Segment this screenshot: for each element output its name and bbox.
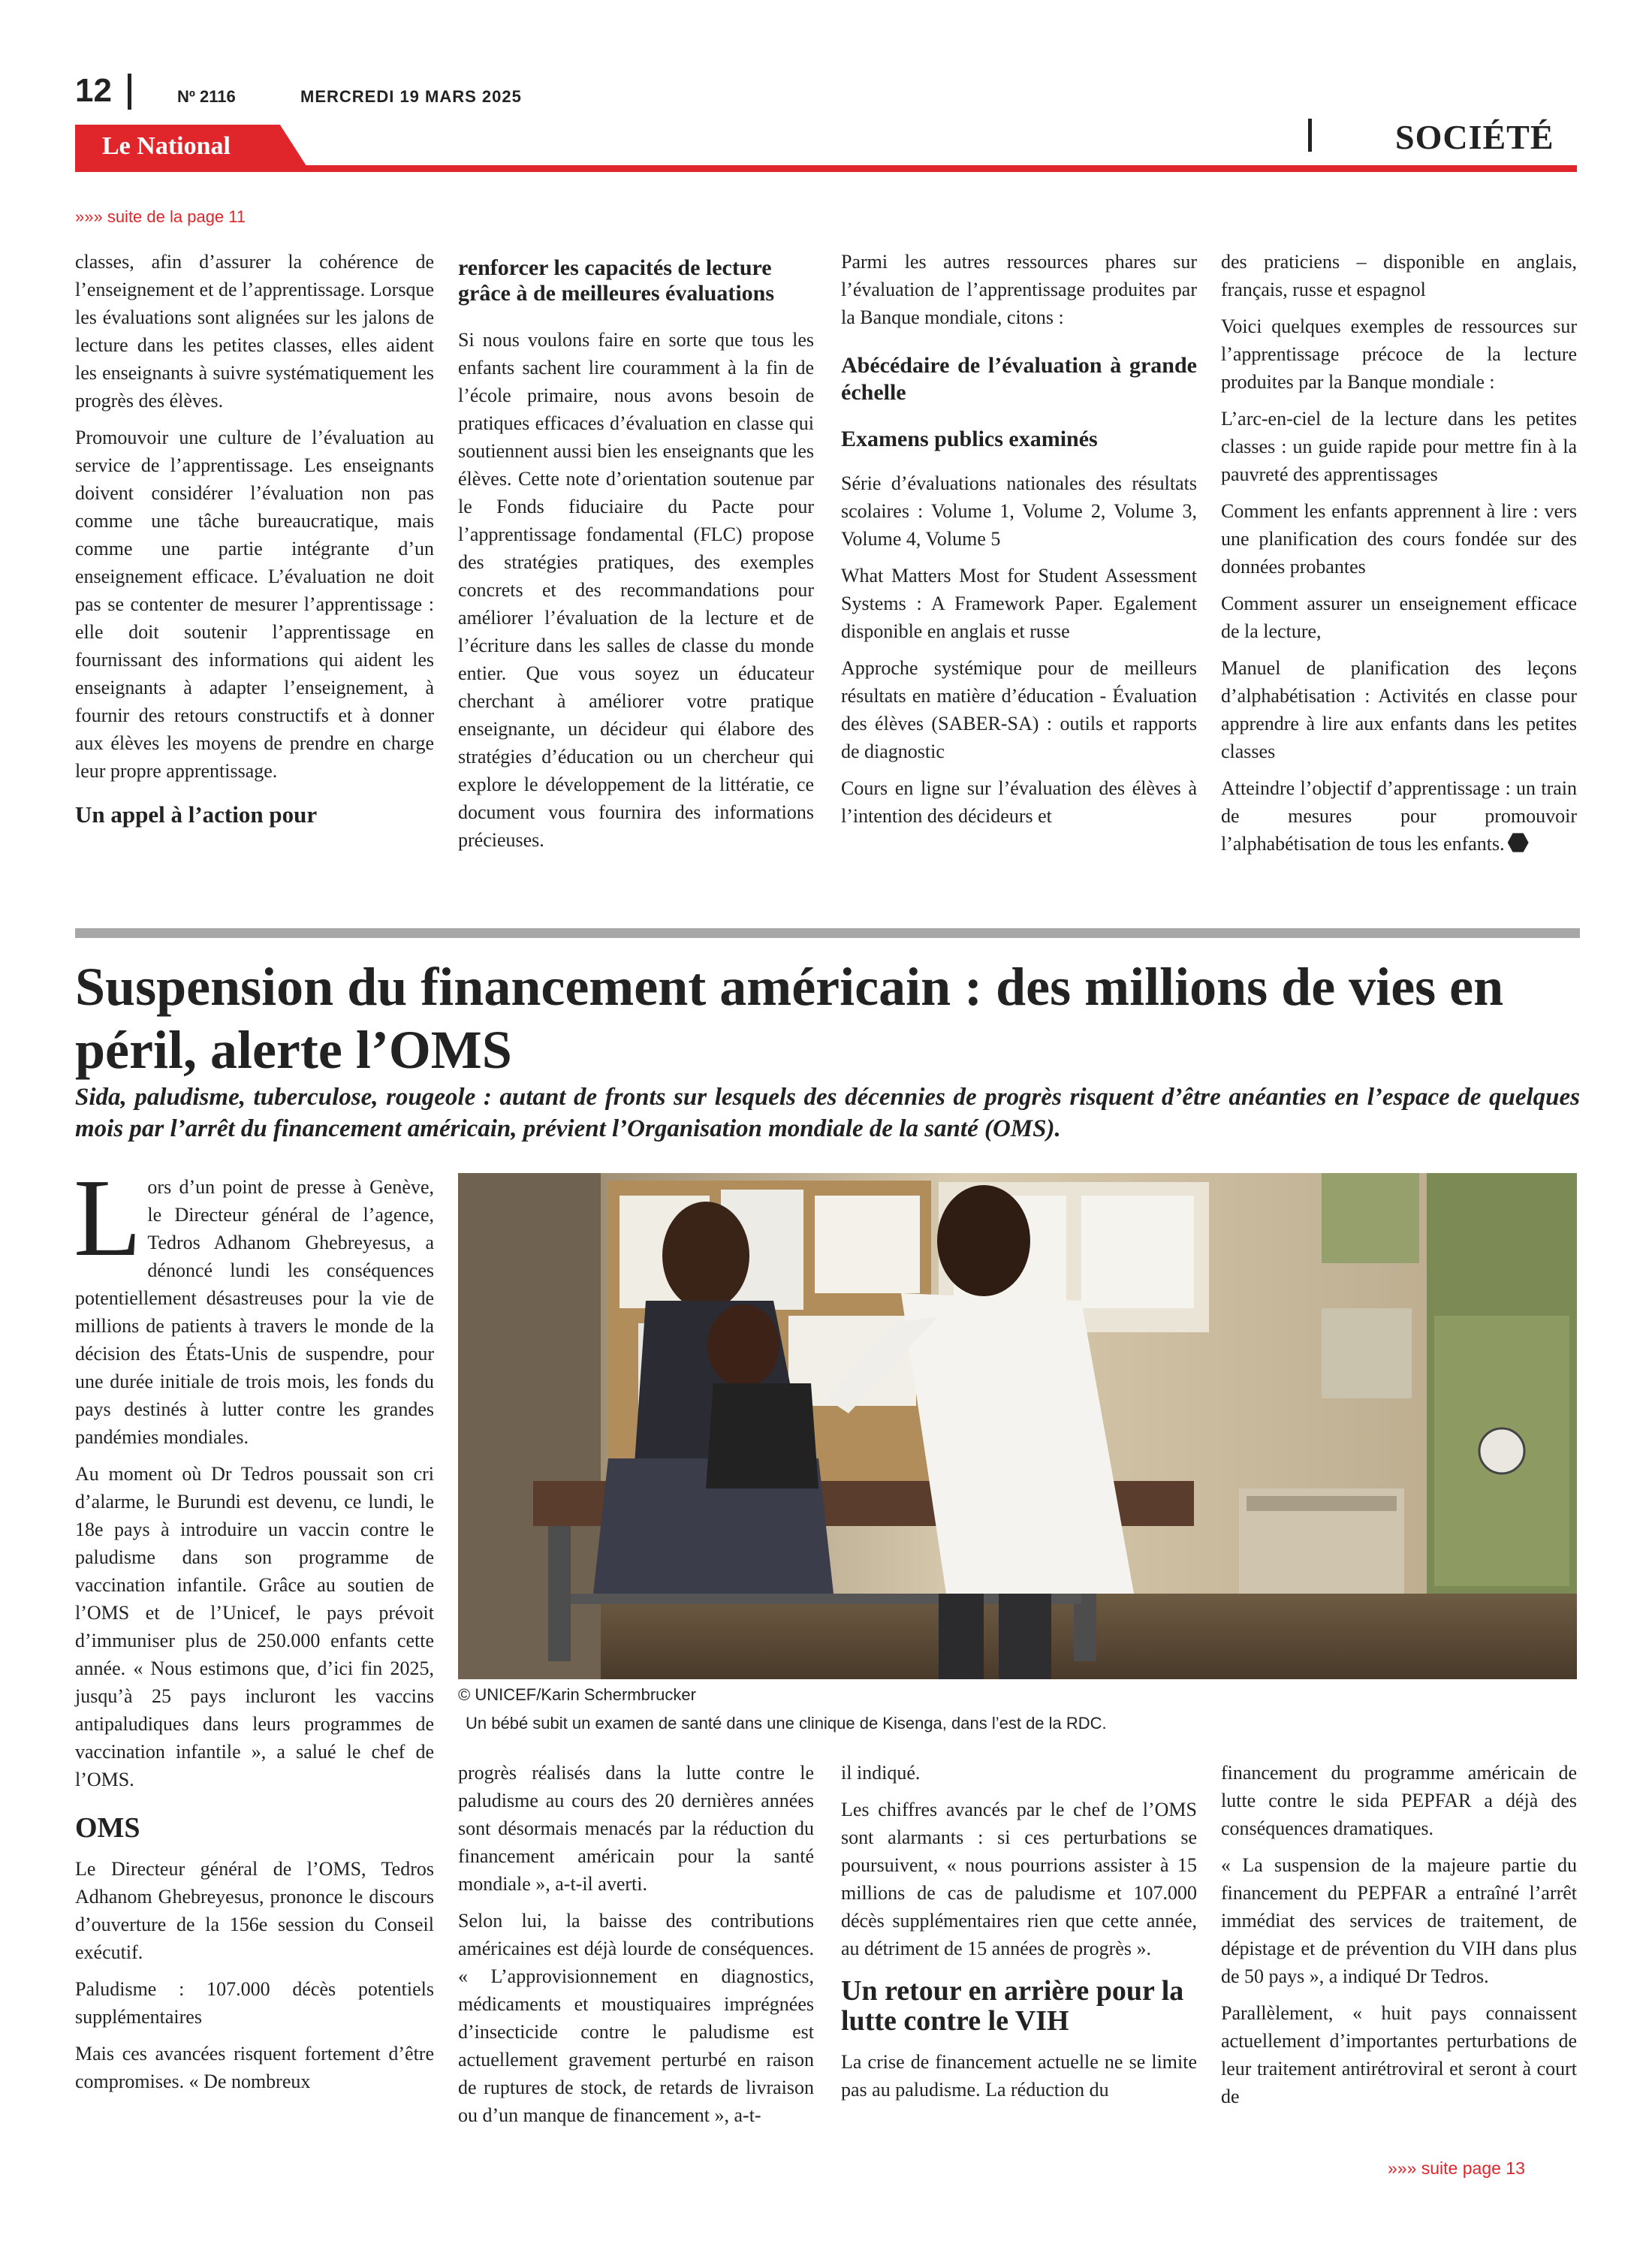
photo-credit: © UNICEF/Karin Schermbrucker — [458, 1685, 696, 1704]
paragraph: Cours en ligne sur l’évaluation des élèves à l’intention des décideurs et — [841, 777, 1197, 827]
top-article-column-1 — [75, 248, 434, 839]
top-article-column-4 — [1221, 248, 1577, 867]
paragraph: Parallèlement, « huit pays connaissent actuellement d’importantes perturbations de leur traitement antirétroviral et seront à court de — [1221, 2002, 1577, 2107]
paragraph: What Matters Most for Student Assessment Systems : A Framework Paper. Egalement disponible en anglais et russe — [841, 565, 1197, 642]
article-deck: Sida, paludisme, tuberculose, rougeole : autant de fronts sur lesquels des décennies de progrès risquent d’être anéanties en l’espace de quelques mois par l’arrêt du financement américain, prévient l’Organisation mondiale de la santé (OMS). — [75, 1084, 1580, 1142]
paragraph-text: Atteindre l’objectif d’apprentissage : un train de mesures pour promouvoir l’alphabétisation de tous les enfants. — [1221, 777, 1577, 855]
paragraph: Série d’évaluations nationales des résultats scolaires : Volume 1, Volume 2, Volume 3, Volume 4, Volume 5 — [841, 472, 1197, 550]
paragraph: Comment les enfants apprennent à lire : vers une planification des cours fondée sur des données probantes — [1221, 500, 1577, 578]
headline: Suspension du financement américain : des millions de vies en péril, alerte l’OMS — [75, 957, 1504, 1080]
photo-caption: Un bébé subit un examen de santé dans une clinique de Kisenga, dans l’est de la RDC. — [466, 1714, 1107, 1733]
paragraph: Paludisme : 107.000 décès potentiels supplémentaires — [75, 1978, 434, 2028]
paragraph: Promouvoir une culture de l’évaluation au service de l’apprentissage. Les enseignants doivent considérer l’évaluation non pas comme une tâche bureaucratique, mais comme une partie intégrante d’un enseignement efficace. L’évaluation ne doit pas se contenter de mesurer l’apprentissage : elle doit soutenir l’apprentissage en fournissant des informations qui aident les enseignants à adapter l’enseignement, à fournir des retours constructifs et à donner aux élèves les moyens de prendre en charge leur propre apprentissage. — [75, 427, 434, 782]
main-article-column-3 — [841, 1759, 1197, 2113]
paragraph: Parmi les autres ressources phares sur l’évaluation de l’apprentissage produites par la Banque mondiale, citons : — [841, 251, 1197, 328]
subheading: renforcer les capacités de lecture grâce à de meilleures évaluations — [458, 255, 775, 306]
paragraph-last — [1221, 774, 1577, 858]
subheading: Abécédaire de l’évaluation à grande échelle — [841, 353, 1197, 405]
issue-date: MERCREDI 19 MARS 2025 — [300, 87, 522, 106]
paragraph: Voici quelques exemples de ressources sur l’apprentissage précoce de la lecture produites par la Banque mondiale : — [1221, 315, 1577, 393]
issue-number: Nº 2116 — [177, 87, 236, 106]
end-of-article-icon — [1508, 832, 1529, 853]
header-divider — [128, 74, 131, 110]
paragraph: classes, afin d’assurer la cohérence de l’enseignement et de l’apprentissage. Lorsque les évaluations sont alignées sur les jalons de lecture dans les petites classes, elles aident les enseignants à suivre systématiquement les progrès des élèves. — [75, 251, 434, 412]
continued-from-link[interactable]: »»» suite de la page 11 — [75, 207, 246, 226]
paragraph: Les chiffres avancés par le chef de l’OMS sont alarmants : si ces perturbations se poursuivent, « nous pourrions assister à 15 millions de cas de paludisme et 107.000 décès supplémentaires rien que cette année, au détriment de 15 années de progrès ». — [841, 1799, 1197, 1959]
main-article-column-1 — [74, 1157, 434, 2104]
paragraph: financement du programme américain de lutte contre le sida PEPFAR a déjà des conséquences dramatiques. — [1221, 1762, 1577, 1839]
continued-to-link[interactable]: »»» suite page 13 — [1388, 2158, 1525, 2178]
top-article-column-2 — [458, 255, 814, 863]
section-divider — [1308, 119, 1312, 152]
article-separator — [75, 928, 1580, 938]
top-article-column-3 — [841, 248, 1197, 839]
paragraph: Le Directeur général de l’OMS, Tedros Adhanom Ghebreyesus, prononce le discours d’ouverture de la 156e session du Conseil exécutif. — [75, 1858, 434, 1963]
subheading: Un retour en arrière pour la lutte contre le VIH — [841, 1975, 1184, 2037]
lead-paragraph — [74, 1157, 434, 1451]
header-red-rule — [75, 165, 1577, 172]
paragraph: Au moment où Dr Tedros poussait son cri d’alarme, le Burundi est devenu, ce lundi, le 18e pays à introduire un vaccin contre le paludisme dans son programme de vaccination infantile. Grâce au soutien de l’OMS et de l’Unicef, le pays prévoit d’immuniser plus de 250.000 enfants cette année. « Nous estimons que, d’ici fin 2025, jusqu’à 25 pays incluront les vaccins antipaludiques dans leurs programmes de vaccination infantile », a salué le chef de l’OMS. — [75, 1463, 434, 1790]
article-photo — [458, 1173, 1577, 1679]
paragraph: « La suspension de la majeure partie du financement du PEPFAR a entraîné l’arrêt immédiat des services de traitement, de dépistage et de prévention du VIH dans plus de 50 pays », a indiqué Dr Tedros. — [1221, 1854, 1577, 1987]
subheading: OMS — [75, 1812, 140, 1844]
paragraph-text: ors d’un point de presse à Genève, le Directeur général de l’agence, Tedros Adhanom Ghebreyesus, a dénoncé lundi les conséquences potentiellement désastreuses pour la vie de millions de patients à travers le monde de la décision des États-Unis de suspendre, pour une durée initiale de trois mois, les fonds du pays destinés à lutter contre les grandes pandémies mondiales. — [75, 1176, 434, 1448]
paragraph: La crise de financement actuelle ne se limite pas au paludisme. La réduction du — [841, 2051, 1197, 2101]
subheading: Un appel à l’action pour — [75, 801, 318, 828]
clinic-scene-image — [458, 1173, 1577, 1679]
paragraph: Manuel de planification des leçons d’alphabétisation : Activités en classe pour apprendre à lire aux enfants dans les petites classes — [1221, 657, 1577, 762]
page-number: 12 — [75, 72, 112, 109]
paragraph: Approche systémique pour de meilleurs résultats en matière d’éducation - Évaluation des élèves (SABER-SA) : outils et rapports de diagnostic — [841, 657, 1197, 762]
paragraph: Mais ces avancées risquent fortement d’être compromises. « De nombreux — [75, 2043, 434, 2092]
paragraph: Comment assurer un enseignement efficace de la lecture, — [1221, 593, 1577, 642]
paragraph: L’arc-en-ciel de la lecture dans les petites classes : un guide rapide pour mettre fin à la pauvreté des apprentissages — [1221, 408, 1577, 485]
paragraph: Si nous voulons faire en sorte que tous les enfants sachent lire couramment à la fin de l’école primaire, nous avons besoin de pratiques efficaces d’évaluation en classe qui soutiennent aussi bien les enseignants que les élèves. Cette note d’orientation soutenue par le Fonds fiduciaire du Pacte pour l’apprentissage fondamental (FLC) propose des stratégies pratiques, des exemples concrets et des recommandations pour améliorer l’évaluation de la lecture et de l’écriture dans les salles de classe du monde entier. Que vous soyez un éducateur cherchant à améliorer votre pratique enseignante, un décideur qui élabore des stratégies d’éducation ou un chercheur qui explore le développement de la littératie, ce document vous fournira des informations précieuses. — [458, 329, 814, 851]
drop-cap: L — [74, 1157, 142, 1280]
paragraph: progrès réalisés dans la lutte contre le paludisme au cours des 20 dernières années sont désormais menacés par la réduction du financement américain pour la santé mondiale », a-t-il averti. — [458, 1762, 814, 1895]
main-article-column-2 — [458, 1759, 814, 2138]
paragraph: Selon lui, la baisse des contributions américaines est déjà lourde de conséquences. « L’approvisionnement en diagnostics, médicaments et moustiquaires imprégnées d’insecticide contre le paludisme est actuellement gravement perturbé en raison de ruptures de stock, de retards de livraison ou d’un manque de financement », a-t- — [458, 1910, 814, 2126]
paragraph: il indiqué. — [841, 1762, 921, 1784]
subheading: Examens publics examinés — [841, 427, 1098, 451]
section-title: SOCIÉTÉ — [1395, 118, 1554, 156]
newspaper-logo: Le National — [102, 132, 231, 160]
main-article-column-4 — [1221, 1759, 1577, 2119]
paragraph: des praticiens – disponible en anglais, français, russe et espagnol — [1221, 251, 1577, 300]
